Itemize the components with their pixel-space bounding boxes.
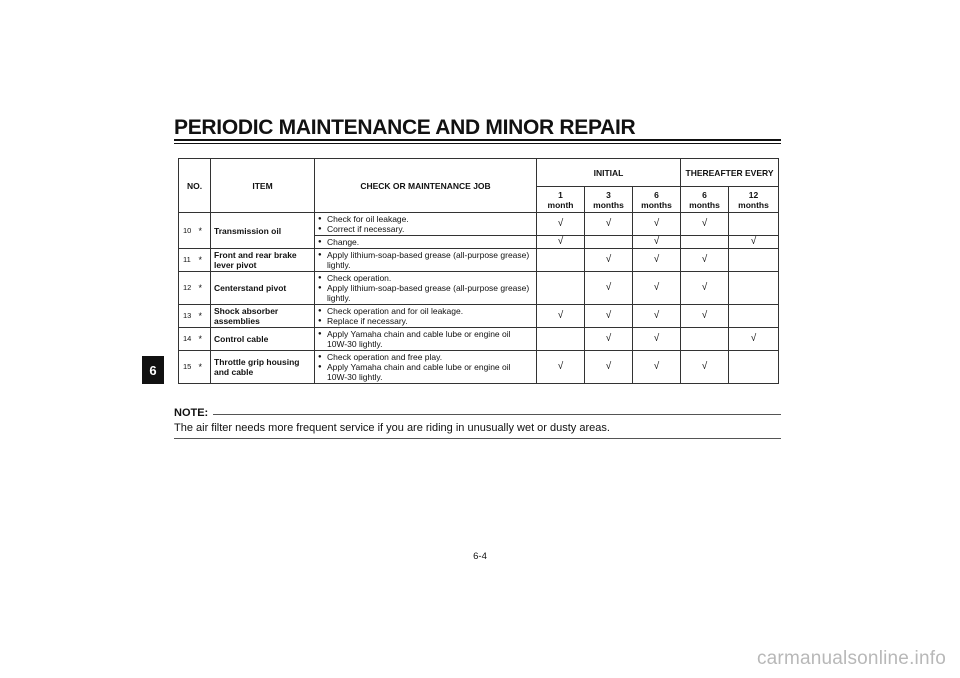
- interval-unit: months: [689, 199, 720, 210]
- interval-cell: [681, 305, 729, 328]
- row-star: *: [199, 328, 211, 351]
- header-interval: [633, 187, 681, 213]
- row-job: [315, 272, 537, 305]
- note-rule-bottom: [174, 438, 781, 439]
- row-item: Front and rear brake lever pivot: [211, 249, 315, 272]
- header-no: NO.: [179, 159, 211, 213]
- check-mark: √: [750, 236, 757, 247]
- check-mark: √: [653, 361, 660, 372]
- interval-unit: months: [593, 199, 624, 210]
- check-mark: √: [557, 236, 564, 247]
- check-mark: √: [750, 333, 757, 344]
- interval-cell: [633, 249, 681, 272]
- interval-cell: [729, 328, 779, 351]
- check-mark: √: [605, 218, 612, 229]
- check-mark: √: [701, 254, 708, 265]
- interval-cell: [633, 236, 681, 249]
- job-item: ● Change.: [318, 237, 533, 247]
- interval-cell: [729, 351, 779, 384]
- job-list: [318, 352, 533, 382]
- check-mark: √: [653, 236, 660, 247]
- row-item: Control cable: [211, 328, 315, 351]
- check-mark: √: [557, 310, 564, 321]
- check-mark: √: [701, 282, 708, 293]
- interval-cell: [585, 272, 633, 305]
- interval-cell: [681, 328, 729, 351]
- interval-cell: [585, 305, 633, 328]
- note-rule-top: [213, 414, 781, 415]
- row-job: [315, 351, 537, 384]
- interval-count: 12: [748, 189, 759, 200]
- row-number: 14: [179, 328, 199, 351]
- interval-count: 6: [702, 189, 707, 200]
- row-number: 12: [179, 272, 199, 305]
- job-item: ● Check for oil leakage.: [318, 214, 533, 224]
- job-list: [318, 237, 533, 247]
- check-mark: √: [653, 254, 660, 265]
- interval-cell: [729, 249, 779, 272]
- interval-cell: [729, 305, 779, 328]
- job-list: [318, 250, 533, 270]
- job-item: ● Apply lithium-soap-based grease (all-purpose grease) lightly.: [318, 283, 533, 303]
- interval-cell: [537, 249, 585, 272]
- check-mark: √: [653, 333, 660, 344]
- interval-cell: [633, 272, 681, 305]
- header-interval: [537, 187, 585, 213]
- interval-cell: [537, 236, 585, 249]
- job-item: ● Correct if necessary.: [318, 224, 533, 234]
- interval-count: 6: [654, 189, 659, 200]
- header-interval: [681, 187, 729, 213]
- check-mark: √: [653, 310, 660, 321]
- maintenance-table: [178, 158, 779, 384]
- table-row: [179, 328, 779, 351]
- check-mark: √: [701, 361, 708, 372]
- interval-count: 3: [606, 189, 611, 200]
- interval-cell: [585, 328, 633, 351]
- check-mark: √: [605, 333, 612, 344]
- header-thereafter: THEREAFTER EVERY: [681, 159, 779, 187]
- interval-cell: [633, 213, 681, 236]
- interval-cell: [633, 351, 681, 384]
- interval-cell: [681, 351, 729, 384]
- interval-cell: [633, 328, 681, 351]
- interval-cell: [537, 272, 585, 305]
- row-star: *: [199, 213, 211, 249]
- table-row: [179, 249, 779, 272]
- interval-cell: [681, 236, 729, 249]
- table-row: [179, 305, 779, 328]
- row-job: [315, 213, 537, 236]
- header-item: ITEM: [211, 159, 315, 213]
- row-job: [315, 249, 537, 272]
- header-initial: INITIAL: [537, 159, 681, 187]
- job-list: [318, 329, 533, 349]
- row-item: Throttle grip housing and cable: [211, 351, 315, 384]
- interval-cell: [585, 351, 633, 384]
- job-list: [318, 214, 533, 234]
- row-job: [315, 328, 537, 351]
- check-mark: √: [557, 361, 564, 372]
- interval-unit: months: [641, 199, 672, 210]
- row-item: Centerstand pivot: [211, 272, 315, 305]
- interval-cell: [729, 236, 779, 249]
- check-mark: √: [605, 282, 612, 293]
- check-mark: √: [653, 282, 660, 293]
- row-number: 10: [179, 213, 199, 249]
- table-row: [179, 213, 779, 236]
- job-item: ● Apply lithium-soap-based grease (all-purpose grease) lightly.: [318, 250, 533, 270]
- row-number: 11: [179, 249, 199, 272]
- job-item: ● Check operation and free play.: [318, 352, 533, 362]
- interval-cell: [585, 213, 633, 236]
- check-mark: √: [701, 310, 708, 321]
- interval-cell: [537, 351, 585, 384]
- interval-cell: [585, 249, 633, 272]
- note-label: NOTE:: [174, 407, 209, 419]
- interval-cell: [585, 236, 633, 249]
- row-star: *: [199, 351, 211, 384]
- job-item: ● Replace if necessary.: [318, 316, 533, 326]
- row-star: *: [199, 305, 211, 328]
- row-job: [315, 236, 537, 249]
- header-job: CHECK OR MAINTENANCE JOB: [315, 159, 537, 213]
- interval-cell: [537, 213, 585, 236]
- interval-unit: month: [547, 199, 574, 210]
- job-item: ● Check operation and for oil leakage.: [318, 306, 533, 316]
- interval-cell: [729, 213, 779, 236]
- interval-cell: [681, 213, 729, 236]
- check-mark: √: [557, 218, 564, 229]
- interval-count: 1: [558, 189, 563, 200]
- check-mark: √: [701, 218, 708, 229]
- note-text: The air filter needs more frequent service if you are riding in unusually wet or dusty areas.: [174, 422, 610, 434]
- row-number: 13: [179, 305, 199, 328]
- watermark: carmanualsonline.info: [756, 648, 946, 669]
- interval-cell: [729, 272, 779, 305]
- job-list: [318, 273, 533, 303]
- check-mark: √: [605, 361, 612, 372]
- header-interval: [729, 187, 779, 213]
- job-list: [318, 306, 533, 326]
- interval-cell: [537, 328, 585, 351]
- interval-cell: [681, 249, 729, 272]
- check-mark: √: [605, 310, 612, 321]
- row-item: Transmission oil: [211, 213, 315, 249]
- table-row: [179, 272, 779, 305]
- row-star: *: [199, 249, 211, 272]
- chapter-tab[interactable]: 6: [142, 356, 164, 384]
- page-title: PERIODIC MAINTENANCE AND MINOR REPAIR: [174, 116, 636, 139]
- interval-unit: months: [738, 199, 769, 210]
- page-number: 6-4: [473, 551, 487, 562]
- interval-cell: [537, 305, 585, 328]
- row-number: 15: [179, 351, 199, 384]
- row-item: Shock absorber assemblies: [211, 305, 315, 328]
- check-mark: √: [653, 218, 660, 229]
- check-mark: √: [605, 254, 612, 265]
- header-interval: [585, 187, 633, 213]
- job-item: ● Apply Yamaha chain and cable lube or engine oil 10W-30 lightly.: [318, 329, 533, 349]
- job-item: ● Apply Yamaha chain and cable lube or engine oil 10W-30 lightly.: [318, 362, 533, 382]
- table-row: [179, 351, 779, 384]
- header-rule: [174, 139, 781, 144]
- row-star: *: [199, 272, 211, 305]
- job-item: ● Check operation.: [318, 273, 533, 283]
- row-job: [315, 305, 537, 328]
- interval-cell: [681, 272, 729, 305]
- interval-cell: [633, 305, 681, 328]
